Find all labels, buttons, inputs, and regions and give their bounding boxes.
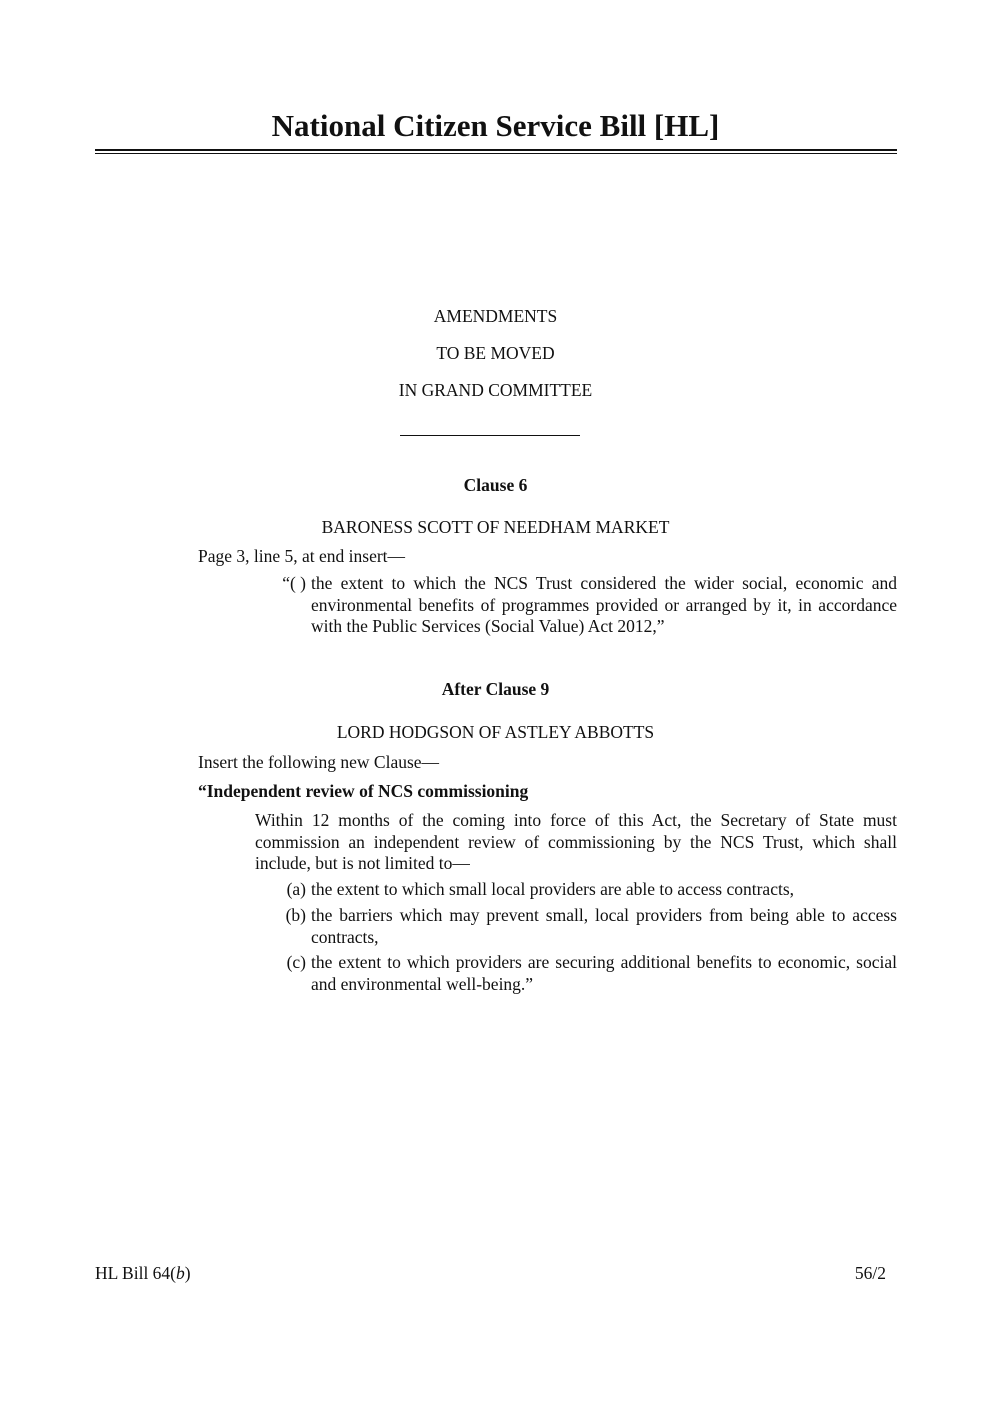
clause-text: Within 12 months of the coming into force of this Act, the Secretary of State must commission an independent review of commissioning by the NCS Trust, which shall include, but is not limited to—: [255, 810, 897, 873]
member-name: BARONESS SCOTT OF NEEDHAM MARKET: [321, 517, 670, 537]
amendment-instruction: Insert the following new Clause—: [198, 752, 440, 772]
list-item: the extent to which providers are securing additional benefits to economic, social and environmental well-being.”: [311, 952, 897, 994]
list-item: the extent to which small local providers are able to access contracts,: [311, 879, 795, 899]
title-rule-thin: [95, 153, 897, 154]
item-label: (a): [286, 879, 306, 899]
page-number: 56/2: [854, 1263, 886, 1283]
item-label: (c): [286, 952, 306, 972]
bill-number-prefix: HL Bill 64(: [95, 1263, 177, 1283]
amendment-instruction: Page 3, line 5, at end insert—: [198, 546, 406, 566]
heading-line-3: IN GRAND COMMITTEE: [398, 380, 593, 400]
section-heading: After Clause 9: [441, 679, 550, 699]
bill-title: National Citizen Service Bill [HL]: [271, 108, 720, 143]
section-heading: Clause 6: [463, 475, 528, 495]
title-rule: [95, 149, 897, 151]
bill-number: [95, 1263, 191, 1284]
heading-line-2: TO BE MOVED: [436, 343, 555, 363]
new-clause-heading: “Independent review of NCS commissioning: [198, 781, 529, 801]
item-label: “( ): [282, 573, 306, 593]
member-name: LORD HODGSON OF ASTLEY ABBOTTS: [336, 722, 655, 742]
bill-number-letter: b: [176, 1263, 185, 1283]
section-divider: [400, 435, 580, 436]
item-label: (b): [285, 905, 306, 925]
heading-line-1: AMENDMENTS: [433, 306, 558, 326]
bill-number-suffix: ): [184, 1263, 191, 1283]
list-item: the barriers which may prevent small, local providers from being able to access contracts,: [311, 905, 897, 947]
amendment-text: the extent to which the NCS Trust considered the wider social, economic and environmental benefits of programmes provided or arranged by it, in accordance with the Public Services (Social Value) Act 2012,”: [311, 573, 897, 636]
